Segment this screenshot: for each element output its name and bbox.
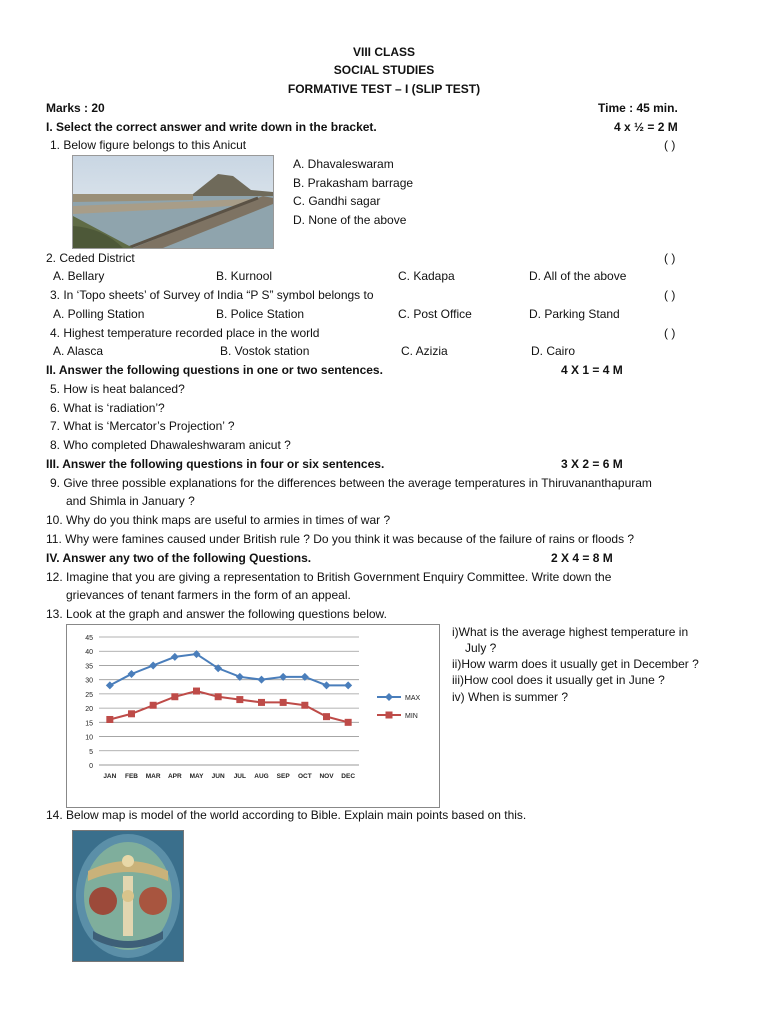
x-tick-label: SEP	[276, 773, 290, 780]
legend-marker-min	[386, 712, 393, 719]
data-point-min	[215, 693, 222, 700]
q4-option-c: C. Azizia	[401, 344, 448, 358]
data-point-max	[344, 681, 352, 689]
question-3: 3. In ‘Topo sheets’ of Survey of India “P S” symbol belongs to	[50, 288, 374, 302]
question-9: 9. Give three possible explanations for the differences between the average temperatures in Thiruvananthapuram	[50, 476, 652, 490]
temperature-line-chart	[67, 625, 439, 807]
data-point-min	[171, 693, 178, 700]
data-point-min	[193, 688, 200, 695]
x-tick-label: AUG	[254, 773, 269, 780]
data-point-max	[323, 681, 331, 689]
q2-option-c: C. Kadapa	[398, 269, 455, 283]
question-5: 5. How is heat balanced?	[50, 382, 185, 396]
world-model-illustration	[73, 831, 183, 961]
series-line-min	[110, 691, 348, 722]
question-6: 6. What is ‘radiation’?	[50, 401, 165, 415]
q4-option-d: D. Cairo	[531, 344, 576, 358]
legend-label-min: MIN	[405, 713, 418, 720]
data-point-min	[106, 716, 113, 723]
answer-bracket-3[interactable]: ( )	[664, 288, 676, 302]
question-7: 7. What is ‘Mercator’s Projection’ ?	[50, 419, 235, 433]
anicut-photo	[72, 155, 274, 249]
section-1-title: I. Select the correct answer and write down in the bracket.	[46, 120, 377, 134]
question-14: 14. Below map is model of the world according to Bible. Explain main points based on this.	[46, 808, 527, 822]
section-2-title: II. Answer the following questions in one or two sentences.	[46, 363, 383, 377]
y-tick-label: 20	[85, 706, 93, 714]
y-tick-label: 30	[85, 677, 93, 685]
q3-option-d: D. Parking Stand	[529, 307, 620, 321]
temperature-chart	[66, 624, 440, 808]
y-tick-label: 35	[85, 663, 93, 671]
q13-sub-3: iii)How cool does it usually get in June ?	[452, 673, 665, 687]
data-point-max	[149, 661, 157, 669]
x-tick-label: JAN	[103, 773, 117, 780]
data-point-max	[128, 670, 136, 678]
q2-option-a: A. Bellary	[53, 269, 105, 283]
question-4: 4. Highest temperature recorded place in the world	[50, 326, 320, 340]
q2-option-b: B. Kurnool	[216, 269, 273, 283]
data-point-max	[258, 676, 266, 684]
bible-world-map	[72, 830, 184, 962]
question-1: 1. Below figure belongs to this Anicut	[50, 138, 247, 152]
x-tick-label: JUL	[233, 773, 246, 780]
x-tick-label: MAR	[145, 773, 161, 780]
data-point-max	[106, 681, 114, 689]
y-tick-label: 45	[85, 635, 93, 642]
y-tick-label: 15	[85, 720, 93, 728]
section-4-title: IV. Answer any two of the following Questions.	[46, 551, 312, 565]
q13-sub-1: i)What is the average highest temperature in	[452, 625, 689, 639]
x-tick-label: MAY	[189, 773, 204, 780]
answer-bracket-4[interactable]: ( )	[664, 326, 676, 340]
y-tick-label: 10	[85, 734, 93, 742]
test-heading: FORMATIVE TEST – I (SLIP TEST)	[287, 82, 481, 96]
data-point-min	[301, 702, 308, 709]
y-tick-label: 25	[85, 691, 93, 699]
section-3-marks: 3 X 2 = 6 M	[561, 457, 623, 471]
q1-option-a: A. Dhavaleswaram	[293, 157, 394, 171]
q4-option-a: A. Alasca	[53, 344, 104, 358]
data-point-min	[345, 719, 352, 726]
y-tick-label: 40	[85, 649, 93, 657]
q2-option-d: D. All of the above	[529, 269, 627, 283]
y-tick-label: 0	[89, 763, 93, 770]
data-point-min	[258, 699, 265, 706]
series-line-max	[110, 654, 348, 685]
data-point-min	[236, 696, 243, 703]
question-2: 2. Ceded District	[46, 251, 135, 265]
question-12: 12. Imagine that you are giving a representation to British Government Enquiry Committee. Write down the	[46, 570, 612, 584]
question-13: 13. Look at the graph and answer the following questions below.	[46, 607, 387, 621]
x-tick-label: NOV	[319, 773, 334, 780]
question-9-continued: and Shimla in January ?	[66, 494, 195, 508]
q1-option-d: D. None of the above	[293, 213, 407, 227]
data-point-max	[171, 653, 179, 661]
x-tick-label: APR	[167, 773, 182, 780]
question-8: 8. Who completed Dhawaleshwaram anicut ?	[50, 438, 291, 452]
subject-heading: SOCIAL STUDIES	[333, 63, 435, 77]
section-1-marks: 4 x ½ = 2 M	[614, 120, 678, 134]
class-heading: VIII CLASS	[352, 45, 415, 59]
data-point-min	[280, 699, 287, 706]
answer-bracket-1[interactable]: ( )	[664, 138, 676, 152]
x-tick-label: FEB	[125, 773, 138, 780]
time-label: Time : 45 min.	[598, 101, 678, 115]
q13-sub-4: iv) When is summer ?	[452, 690, 569, 704]
section-4-marks: 2 X 4 = 8 M	[551, 551, 613, 565]
q3-option-b: B. Police Station	[216, 307, 305, 321]
data-point-min	[128, 710, 135, 717]
q13-sub-2: ii)How warm does it usually get in December ?	[452, 657, 699, 671]
question-10: 10. Why do you think maps are useful to armies in times of war ?	[46, 513, 391, 527]
section-2-marks: 4 X 1 = 4 M	[561, 363, 623, 377]
q1-option-b: B. Prakasham barrage	[293, 176, 414, 190]
question-11: 11. Why were famines caused under British rule ? Do you think it was because of the failure of rains or floods ?	[46, 532, 635, 546]
data-point-min	[323, 713, 330, 720]
x-tick-label: DEC	[341, 773, 356, 780]
data-point-min	[150, 702, 157, 709]
q13-sub-1-continued: July ?	[465, 641, 497, 655]
x-tick-label: JUN	[211, 773, 225, 780]
marks-label: Marks : 20	[46, 101, 105, 115]
barrage-illustration	[73, 156, 273, 248]
q1-option-c: C. Gandhi sagar	[293, 194, 381, 208]
section-3-title: III. Answer the following questions in four or six sentences.	[46, 457, 385, 471]
legend-marker-max	[385, 693, 393, 701]
q3-option-a: A. Polling Station	[53, 307, 145, 321]
legend-label-max: MAX	[405, 695, 421, 702]
answer-bracket-2[interactable]: ( )	[664, 251, 676, 265]
y-tick-label: 5	[89, 748, 93, 756]
q4-option-b: B. Vostok station	[220, 344, 310, 358]
x-tick-label: OCT	[297, 773, 312, 780]
q3-option-c: C. Post Office	[398, 307, 472, 321]
question-12-continued: grievances of tenant farmers in the form of an appeal.	[66, 588, 351, 602]
